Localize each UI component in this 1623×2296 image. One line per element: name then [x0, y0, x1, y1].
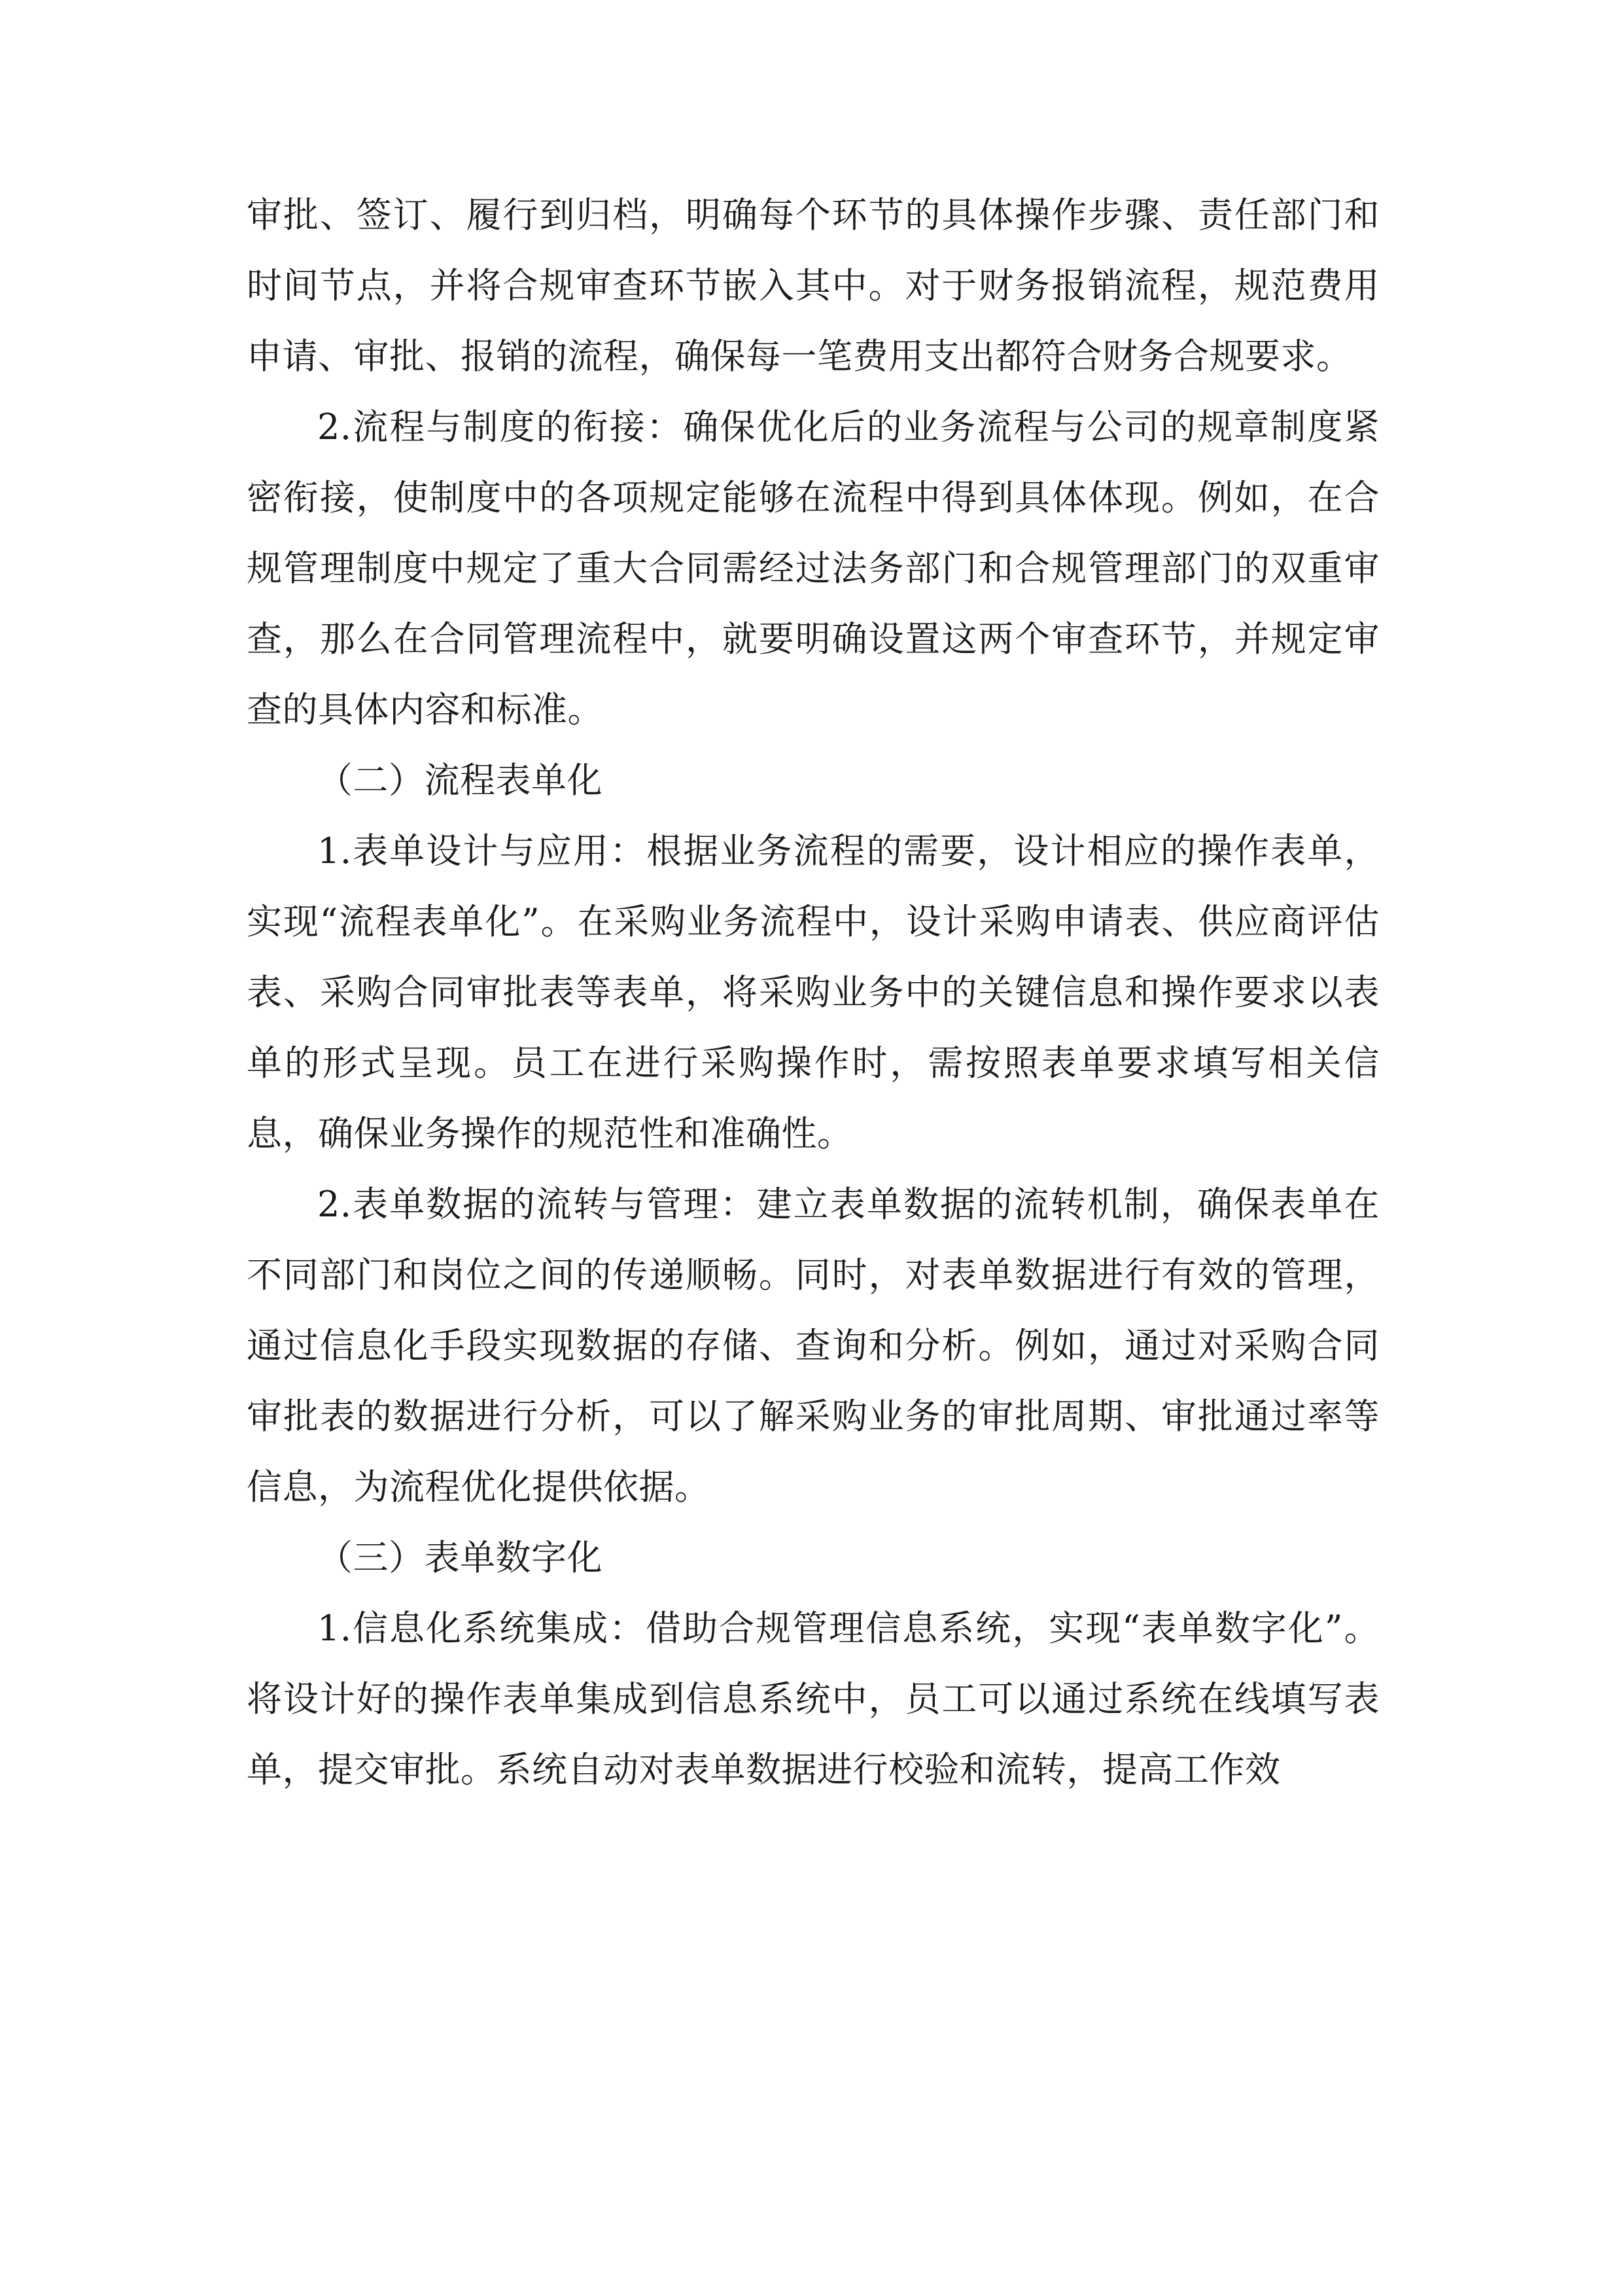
paragraph-process-system-link: 2.流程与制度的衔接：确保优化后的业务流程与公司的规章制度紧密衔接，使制度中的各项规定能够在流程中得到具体体现。例如，在合规管理制度中规定了重大合同需经过法务部门和合规管理部门的双重审查，那么在合同管理流程中，就要明确设置这两个审查环节，并规定审查的具体内容和标准。 — [247, 406, 1380, 730]
section-heading-form-digitization: （三）表单数字化 — [317, 1537, 602, 1578]
document-body — [247, 180, 1380, 1805]
paragraph-system-integration: 1.信息化系统集成：借助合规管理信息系统，实现“表单数字化”。将设计好的操作表单集成到信息系统中，员工可以通过系统在线填写表单，提交审批。系统自动对表单数据进行校验和流转，提高工作效 — [247, 1608, 1380, 1790]
paragraph-continued-procurement-finance: 审批、签订、履行到归档，明确每个环节的具体操作步骤、责任部门和时间节点，并将合规审查环节嵌入其中。对于财务报销流程，规范费用申请、审批、报销的流程，确保每一笔费用支出都符合财务合规要求。 — [247, 194, 1380, 377]
section-heading-process-forms: （二）流程表单化 — [317, 760, 602, 801]
paragraph-form-design: 1.表单设计与应用：根据业务流程的需要，设计相应的操作表单，实现“流程表单化”。在采购业务流程中，设计采购申请表、供应商评估表、采购合同审批表等表单，将采购业务中的关键信息和操作要求以表单的形式呈现。员工在进行采购操作时，需按照表单要求填写相关信息，确保业务操作的规范性和准确性。 — [247, 830, 1380, 1154]
paragraph-form-data-flow: 2.表单数据的流转与管理：建立表单数据的流转机制，确保表单在不同部门和岗位之间的传递顺畅。同时，对表单数据进行有效的管理，通过信息化手段实现数据的存储、查询和分析。例如，通过对采购合同审批表的数据进行分析，可以了解采购业务的审批周期、审批通过率等信息，为流程优化提供依据。 — [247, 1184, 1380, 1508]
